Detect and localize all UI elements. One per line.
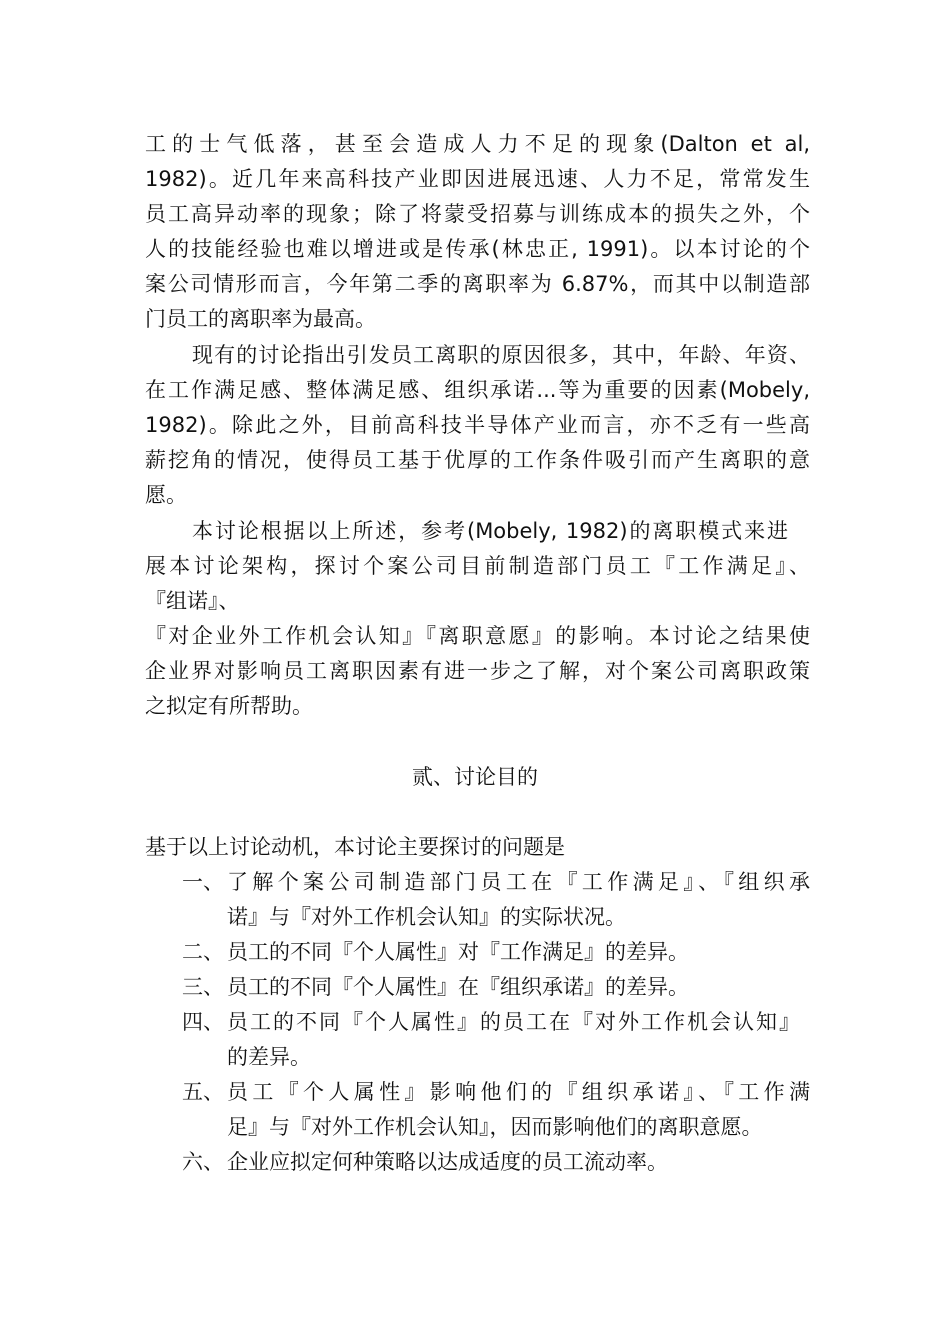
- text-line: 工的士气低落，甚至会造成人力不足的现象(Dalton et al,: [145, 132, 810, 156]
- text-line: 1982)。近几年来高科技产业即因进展迅速、人力不足，常常发生: [145, 167, 810, 191]
- list-item-text: 了解个案公司制造部门员工在『工作满足』、『组织承: [227, 870, 810, 894]
- section-heading: 贰、讨论目的: [412, 765, 538, 789]
- list-item-text: 员工的不同『个人属性』在『组织承诺』的差异。: [227, 975, 689, 999]
- list-item-marker: 一、: [182, 870, 224, 894]
- text-line: 『对企业外工作机会认知』『离职意愿』的影响。本讨论之结果使: [145, 624, 810, 648]
- list-item-marker: 四、: [182, 1010, 224, 1034]
- text-line: 在工作满足感、整体满足感、组织承诺...等为重要的因素(Mobely,: [145, 378, 810, 402]
- list-item-marker: 三、: [182, 975, 224, 999]
- list-item-text: 员工『个人属性』影响他们的『组织承诺』、『工作满: [227, 1080, 810, 1104]
- list-item-text: 诺』与『对外工作机会认知』的实际状况。: [227, 905, 626, 929]
- text-line: 『组诺』、: [145, 589, 240, 613]
- list-item-marker: 五、: [182, 1080, 224, 1104]
- text-line: 薪挖角的情况，使得员工基于优厚的工作条件吸引而产生离职的意: [145, 448, 810, 472]
- text-line: 现有的讨论指出引发员工离职的原因很多，其中，年龄、年资、: [192, 343, 810, 367]
- list-item-text: 员工的不同『个人属性』的员工在『对外工作机会认知』: [227, 1010, 800, 1034]
- text-line: 1982)。除此之外，目前高科技半导体产业而言，亦不乏有一些高: [145, 413, 810, 437]
- text-line: 展本讨论架构，探讨个案公司目前制造部门员工『工作满足』、: [145, 554, 810, 578]
- text-line: 本讨论根据以上所述，参考(Mobely, 1982)的离职模式来进: [192, 519, 788, 543]
- text-line: 员工高异动率的现象；除了将蒙受招募与训练成本的损失之外，个: [145, 202, 810, 226]
- text-line: 案公司情形而言，今年第二季的离职率为 6.87%，而其中以制造部: [145, 272, 810, 296]
- list-item-text: 企业应拟定何种策略以达成适度的员工流动率。: [227, 1150, 668, 1174]
- text-line: 企业界对影响员工离职因素有进一步之了解，对个案公司离职政策: [145, 659, 810, 683]
- text-line: 愿。: [145, 483, 187, 507]
- list-item-marker: 二、: [182, 940, 224, 964]
- text-line: 之拟定有所帮助。: [145, 694, 313, 718]
- list-item-text: 员工的不同『个人属性』对『工作满足』的差异。: [227, 940, 689, 964]
- list-item-text: 足』与『对外工作机会认知』，因而影响他们的离职意愿。: [227, 1115, 763, 1139]
- list-item-text: 的差异。: [227, 1045, 311, 1069]
- text-line: 门员工的离职率为最高。: [145, 307, 376, 331]
- list-item-marker: 六、: [182, 1150, 224, 1174]
- text-line: 基于以上讨论动机，本讨论主要探讨的问题是: [145, 835, 565, 859]
- text-line: 人的技能经验也难以增进或是传承(林忠正, 1991)。以本讨论的个: [145, 237, 810, 261]
